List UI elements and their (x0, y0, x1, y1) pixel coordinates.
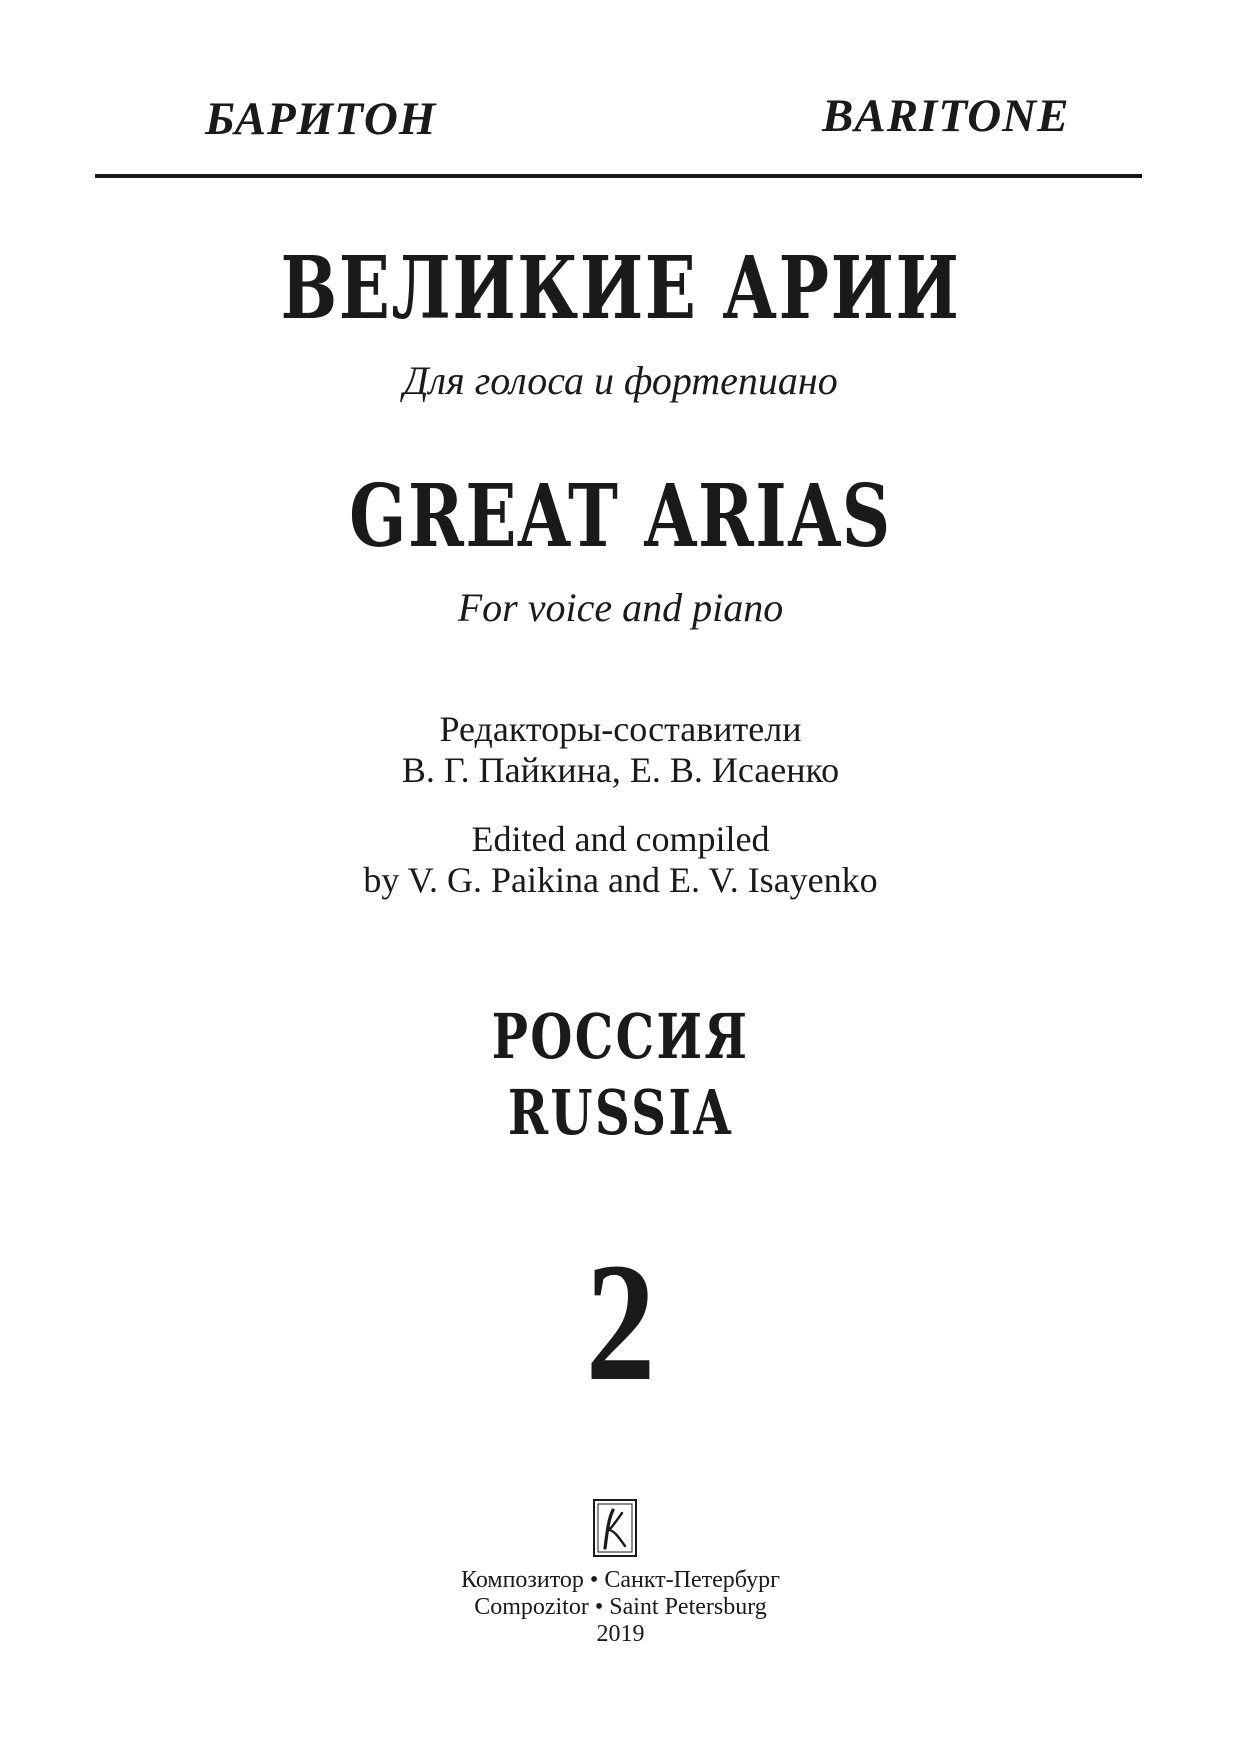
volume-number: 2 (585, 1228, 656, 1416)
country-en: RUSSIA (507, 1076, 734, 1149)
publication-year: 2019 (596, 1621, 645, 1647)
country-ru: РОССИЯ (491, 1000, 750, 1073)
voice-type-en: BARITONE (822, 90, 1070, 142)
publisher-en: Compozitor • Saint Petersburg (474, 1594, 767, 1620)
editors-en-names: by V. G. Paikina and E. V. Isayenko (363, 860, 878, 900)
subtitle-ru: Для голоса и фортепиано (403, 358, 838, 403)
publisher-ru: Композитор • Санкт-Петербург (461, 1567, 780, 1593)
editors-en-heading: Edited and compiled (471, 819, 770, 859)
header-divider (95, 174, 1142, 178)
editors-ru-heading: Редакторы-составители (439, 709, 802, 749)
title-en: GREAT ARIAS (349, 466, 892, 567)
compozitor-k-logo-icon (592, 1498, 638, 1558)
editors-ru-names: В. Г. Пайкина, Е. В. Исаенко (401, 750, 840, 790)
title-ru: ВЕЛИКИЕ АРИИ (280, 238, 961, 339)
voice-type-ru: БАРИТОН (205, 93, 437, 145)
subtitle-en: For voice and piano (457, 585, 784, 630)
